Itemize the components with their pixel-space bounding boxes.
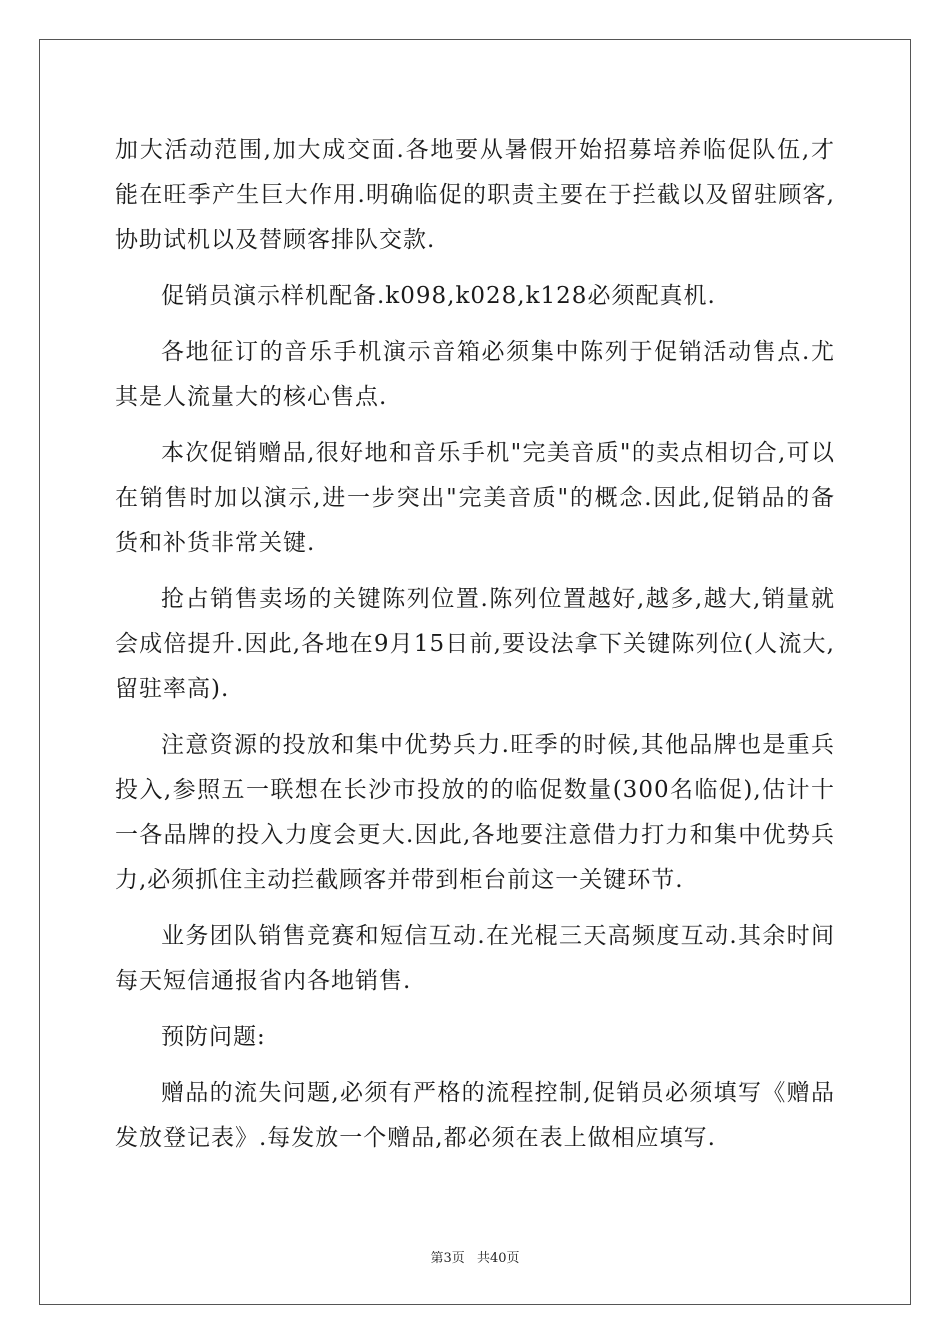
paragraph-1: 加大活动范围,加大成交面.各地要从暑假开始招募培养临促队伍,才能在旺季产生巨大作用.明确临促的职责主要在于拦截以及留驻顾客,协助试机以及替顾客排队交款.	[115, 137, 835, 253]
paragraph-3: 各地征订的音乐手机演示音箱必须集中陈列于促销活动售点.尤其是人流量大的核心售点.	[115, 339, 835, 410]
page-number: 第3页	[430, 1251, 465, 1266]
paragraph-2: 促销员演示样机配备.k098,k028,k128必须配真机.	[161, 283, 716, 309]
paragraph-5: 抢占销售卖场的关键陈列位置.陈列位置越好,越多,越大,销量就会成倍提升.因此,各地在9月15日前,要设法拿下关键陈列位(人流大,留驻率高).	[115, 586, 835, 702]
document-body	[115, 128, 835, 1172]
paragraph-8: 预防问题:	[161, 1024, 266, 1050]
page-total: 共40页	[476, 1251, 520, 1266]
page-footer	[0, 1247, 950, 1266]
paragraph-4: 本次促销赠品,很好地和音乐手机"完美音质"的卖点相切合,可以在销售时加以演示,进一步突出"完美音质"的概念.因此,促销品的备货和补货非常关键.	[115, 440, 835, 556]
paragraph-6: 注意资源的投放和集中优势兵力.旺季的时候,其他品牌也是重兵投入,参照五一联想在长沙市投放的的临促数量(300名临促),估计十一各品牌的投入力度会更大.因此,各地要注意借力打力和集中优势兵力,必须抓住主动拦截顾客并带到柜台前这一关键环节.	[115, 732, 835, 893]
paragraph-9: 赠品的流失问题,必须有严格的流程控制,促销员必须填写《赠品发放登记表》.每发放一个赠品,都必须在表上做相应填写.	[115, 1080, 835, 1151]
paragraph-7: 业务团队销售竞赛和短信互动.在光棍三天高频度互动.其余时间每天短信通报省内各地销售.	[115, 923, 835, 994]
